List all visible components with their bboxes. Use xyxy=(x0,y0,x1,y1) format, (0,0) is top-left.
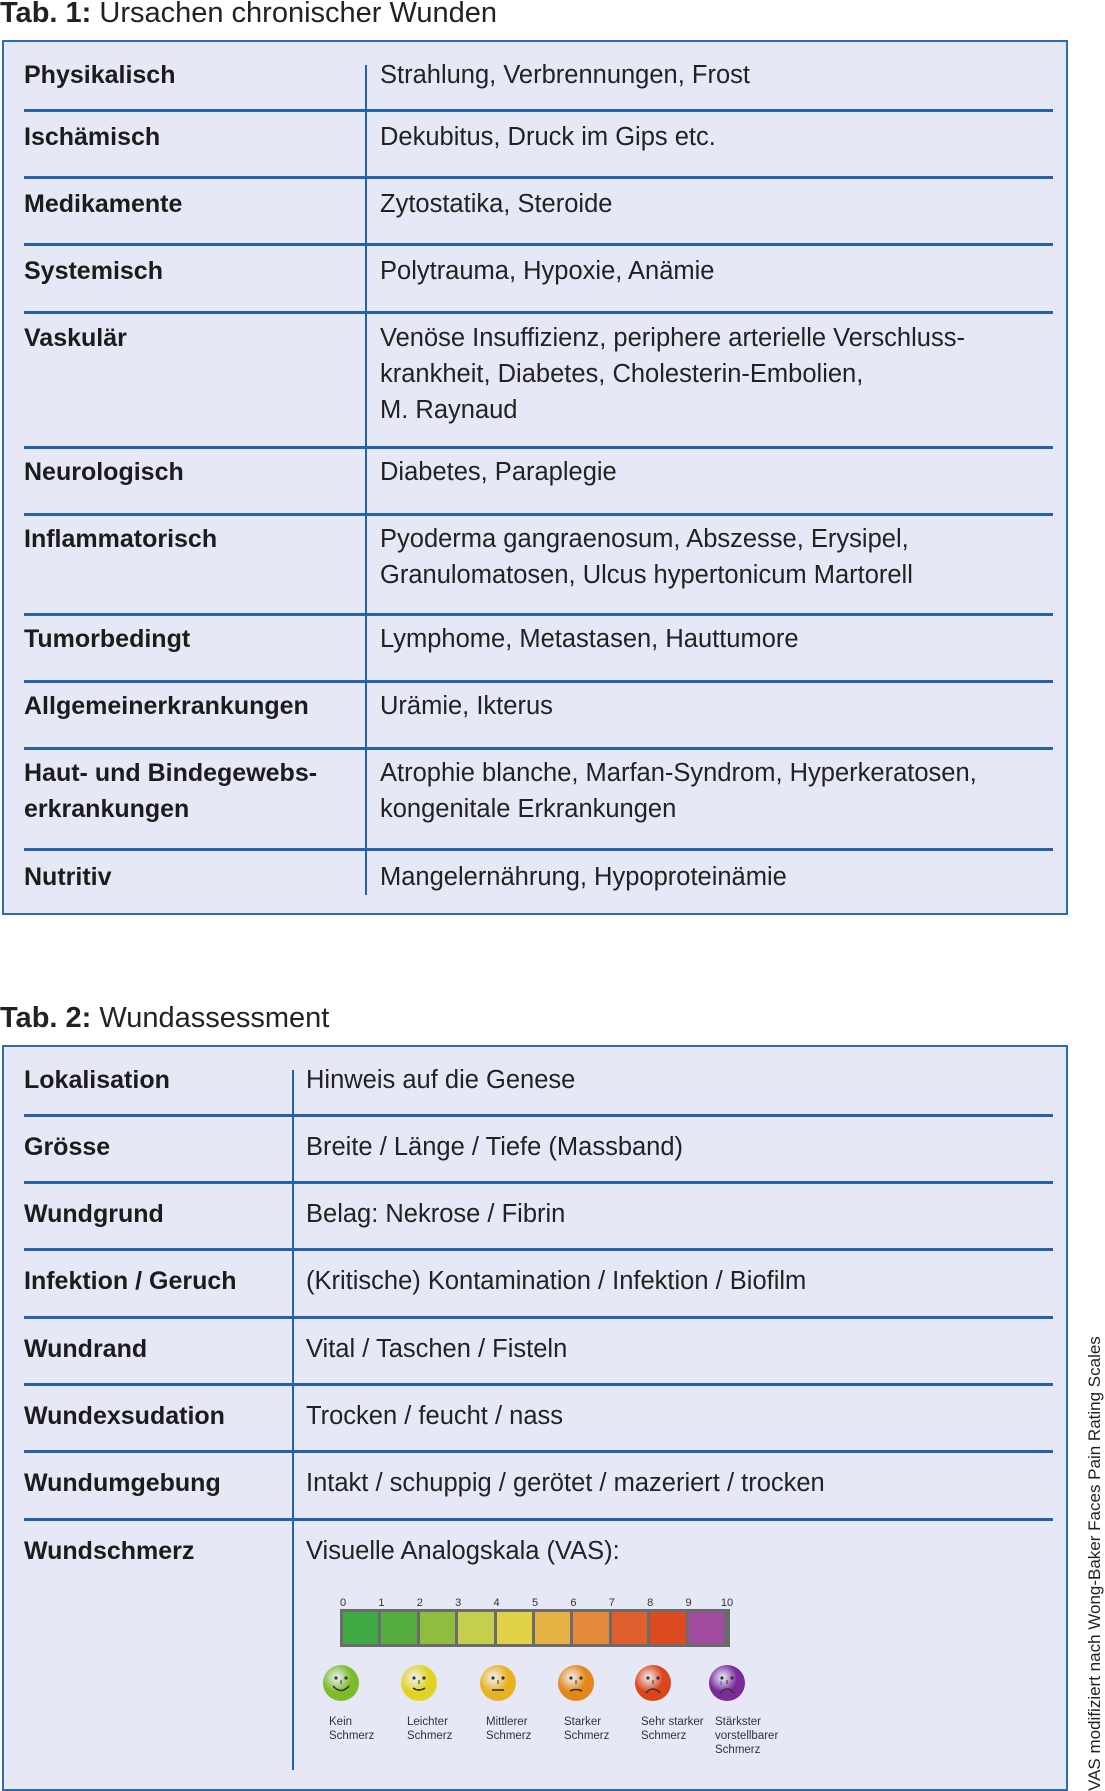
face-slight-frown-icon xyxy=(558,1665,594,1701)
vas-segment xyxy=(458,1612,493,1644)
face-smile-icon xyxy=(401,1665,437,1701)
row-separator xyxy=(24,1450,1053,1453)
row-label: Wundrand xyxy=(24,1335,148,1363)
row-value: Dekubitus, Druck im Gips etc. xyxy=(380,123,716,151)
row-value: Breite / Länge / Tiefe (Massband) xyxy=(306,1133,684,1161)
row-value: (Kritische) Kontamination / Infektion / Biofilm xyxy=(306,1267,807,1295)
row-value: Zytostatika, Steroide xyxy=(380,190,613,218)
row-separator xyxy=(24,176,1053,179)
row-separator xyxy=(24,243,1053,246)
row-separator xyxy=(24,311,1053,314)
row-value: Visuelle Analogskala (VAS): xyxy=(306,1537,620,1565)
table1-caption-title: Ursachen chronischer Wunden xyxy=(99,0,497,29)
row-label: Nutritiv xyxy=(24,863,112,891)
row-value: Atrophie blanche, Marfan-Syndrom, Hyperkeratosen, kongenitale Erkrankungen xyxy=(380,759,977,823)
face-big-smile-icon xyxy=(323,1665,359,1701)
vas-tick-label: 1 xyxy=(378,1597,385,1609)
vas-segment xyxy=(689,1612,724,1644)
image-credit: VAS modifiziert nach Wong-Baker Faces Pain Rating Scales xyxy=(1085,1336,1104,1791)
row-label: Wundgrund xyxy=(24,1200,164,1228)
table2-caption-title: Wundassessment xyxy=(99,1002,330,1034)
row-value: Polytrauma, Hypoxie, Anämie xyxy=(380,257,715,285)
row-label: Haut- und Bindegewebs- erkrankungen xyxy=(24,759,318,823)
row-separator xyxy=(24,613,1053,616)
row-label: Inflammatorisch xyxy=(24,525,218,553)
row-label: Ischämisch xyxy=(24,123,161,151)
row-value: Urämie, Ikterus xyxy=(380,692,553,720)
row-separator xyxy=(24,1316,1053,1319)
row-separator xyxy=(24,513,1053,516)
row-label: Medikamente xyxy=(24,190,183,218)
table2 xyxy=(2,1045,1068,1791)
row-value: Belag: Nekrose / Fibrin xyxy=(306,1200,566,1228)
row-label: Allgemeinerkrankungen xyxy=(24,692,309,720)
row-separator xyxy=(24,1518,1053,1521)
row-separator xyxy=(24,1248,1053,1251)
column-divider xyxy=(292,1070,294,1770)
row-label: Wundschmerz xyxy=(24,1537,195,1565)
row-separator xyxy=(24,1114,1053,1117)
face-cry-icon xyxy=(709,1665,745,1701)
row-value: Intakt / schuppig / gerötet / mazeriert / trocken xyxy=(306,1469,825,1497)
face-label: Kein Schmerz xyxy=(329,1716,375,1742)
vas-tick-label: 7 xyxy=(608,1597,615,1609)
face-neutral-icon xyxy=(480,1665,516,1701)
vas-segment xyxy=(420,1612,455,1644)
row-label: Neurologisch xyxy=(24,458,184,486)
row-label: Lokalisation xyxy=(24,1066,170,1094)
face-label: Starker Schmerz xyxy=(564,1716,610,1742)
vas-tick-label: 10 xyxy=(720,1597,734,1609)
row-value: Diabetes, Paraplegie xyxy=(380,458,617,486)
table1-caption-prefix: Tab. 1: xyxy=(0,0,92,29)
vas-tick-label: 9 xyxy=(685,1597,692,1609)
row-value: Hinweis auf die Genese xyxy=(306,1066,576,1094)
vas-tick-label: 3 xyxy=(455,1597,462,1609)
vas-tick-label: 6 xyxy=(570,1597,577,1609)
row-value: Pyoderma gangraenosum, Abszesse, Erysipel, Granulomatosen, Ulcus hypertonicum Martorell xyxy=(380,525,913,589)
row-value: Mangelernährung, Hypoproteinämie xyxy=(380,863,787,891)
row-separator xyxy=(24,680,1053,683)
vas-segment xyxy=(381,1612,416,1644)
row-separator xyxy=(24,446,1053,449)
row-label: Vaskulär xyxy=(24,324,127,352)
row-label: Wundexsudation xyxy=(24,1402,225,1430)
face-label: Mittlerer Schmerz xyxy=(486,1716,532,1742)
vas-tick-label: 0 xyxy=(339,1597,347,1609)
vas-color-bar xyxy=(340,1609,730,1647)
vas-segment xyxy=(343,1612,378,1644)
row-label: Infektion / Geruch xyxy=(24,1267,237,1295)
column-divider xyxy=(365,65,367,895)
face-frown-icon xyxy=(635,1665,671,1701)
row-separator xyxy=(24,109,1053,112)
table1 xyxy=(2,40,1068,915)
vas-segment xyxy=(650,1612,685,1644)
table2-caption-prefix: Tab. 2: xyxy=(0,1002,92,1034)
vas-segment xyxy=(573,1612,608,1644)
row-separator xyxy=(24,747,1053,750)
row-separator xyxy=(24,1181,1053,1184)
vas-segment xyxy=(612,1612,647,1644)
row-separator xyxy=(24,848,1053,851)
vas-tick-label: 4 xyxy=(493,1597,500,1609)
face-label: Leichter Schmerz xyxy=(407,1716,453,1742)
table1-caption xyxy=(0,0,497,28)
vas-segment xyxy=(535,1612,570,1644)
row-value: Lymphome, Metastasen, Hauttumore xyxy=(380,625,799,653)
row-label: Tumorbedingt xyxy=(24,625,191,653)
row-label: Grösse xyxy=(24,1133,111,1161)
row-value: Trocken / feucht / nass xyxy=(306,1402,564,1430)
row-separator xyxy=(24,1383,1053,1386)
face-label: Sehr starker Schmerz xyxy=(641,1716,704,1742)
row-value: Vital / Taschen / Fisteln xyxy=(306,1335,568,1363)
vas-segment xyxy=(497,1612,532,1644)
face-label: Stärkster vorstellbarer Schmerz xyxy=(715,1716,779,1756)
table2-caption xyxy=(0,1003,329,1033)
row-label: Systemisch xyxy=(24,257,163,285)
row-value: Strahlung, Verbrennungen, Frost xyxy=(380,61,750,89)
vas-tick-label: 5 xyxy=(531,1597,539,1609)
row-label: Wundumgebung xyxy=(24,1469,221,1497)
vas-tick-label: 8 xyxy=(647,1597,654,1609)
row-label: Physikalisch xyxy=(24,61,176,89)
row-value: Venöse Insuffizienz, periphere arterielle Verschluss- krankheit, Diabetes, Cholesterin-Embolien, M. Raynaud xyxy=(380,324,965,424)
vas-tick-label: 2 xyxy=(416,1597,423,1609)
